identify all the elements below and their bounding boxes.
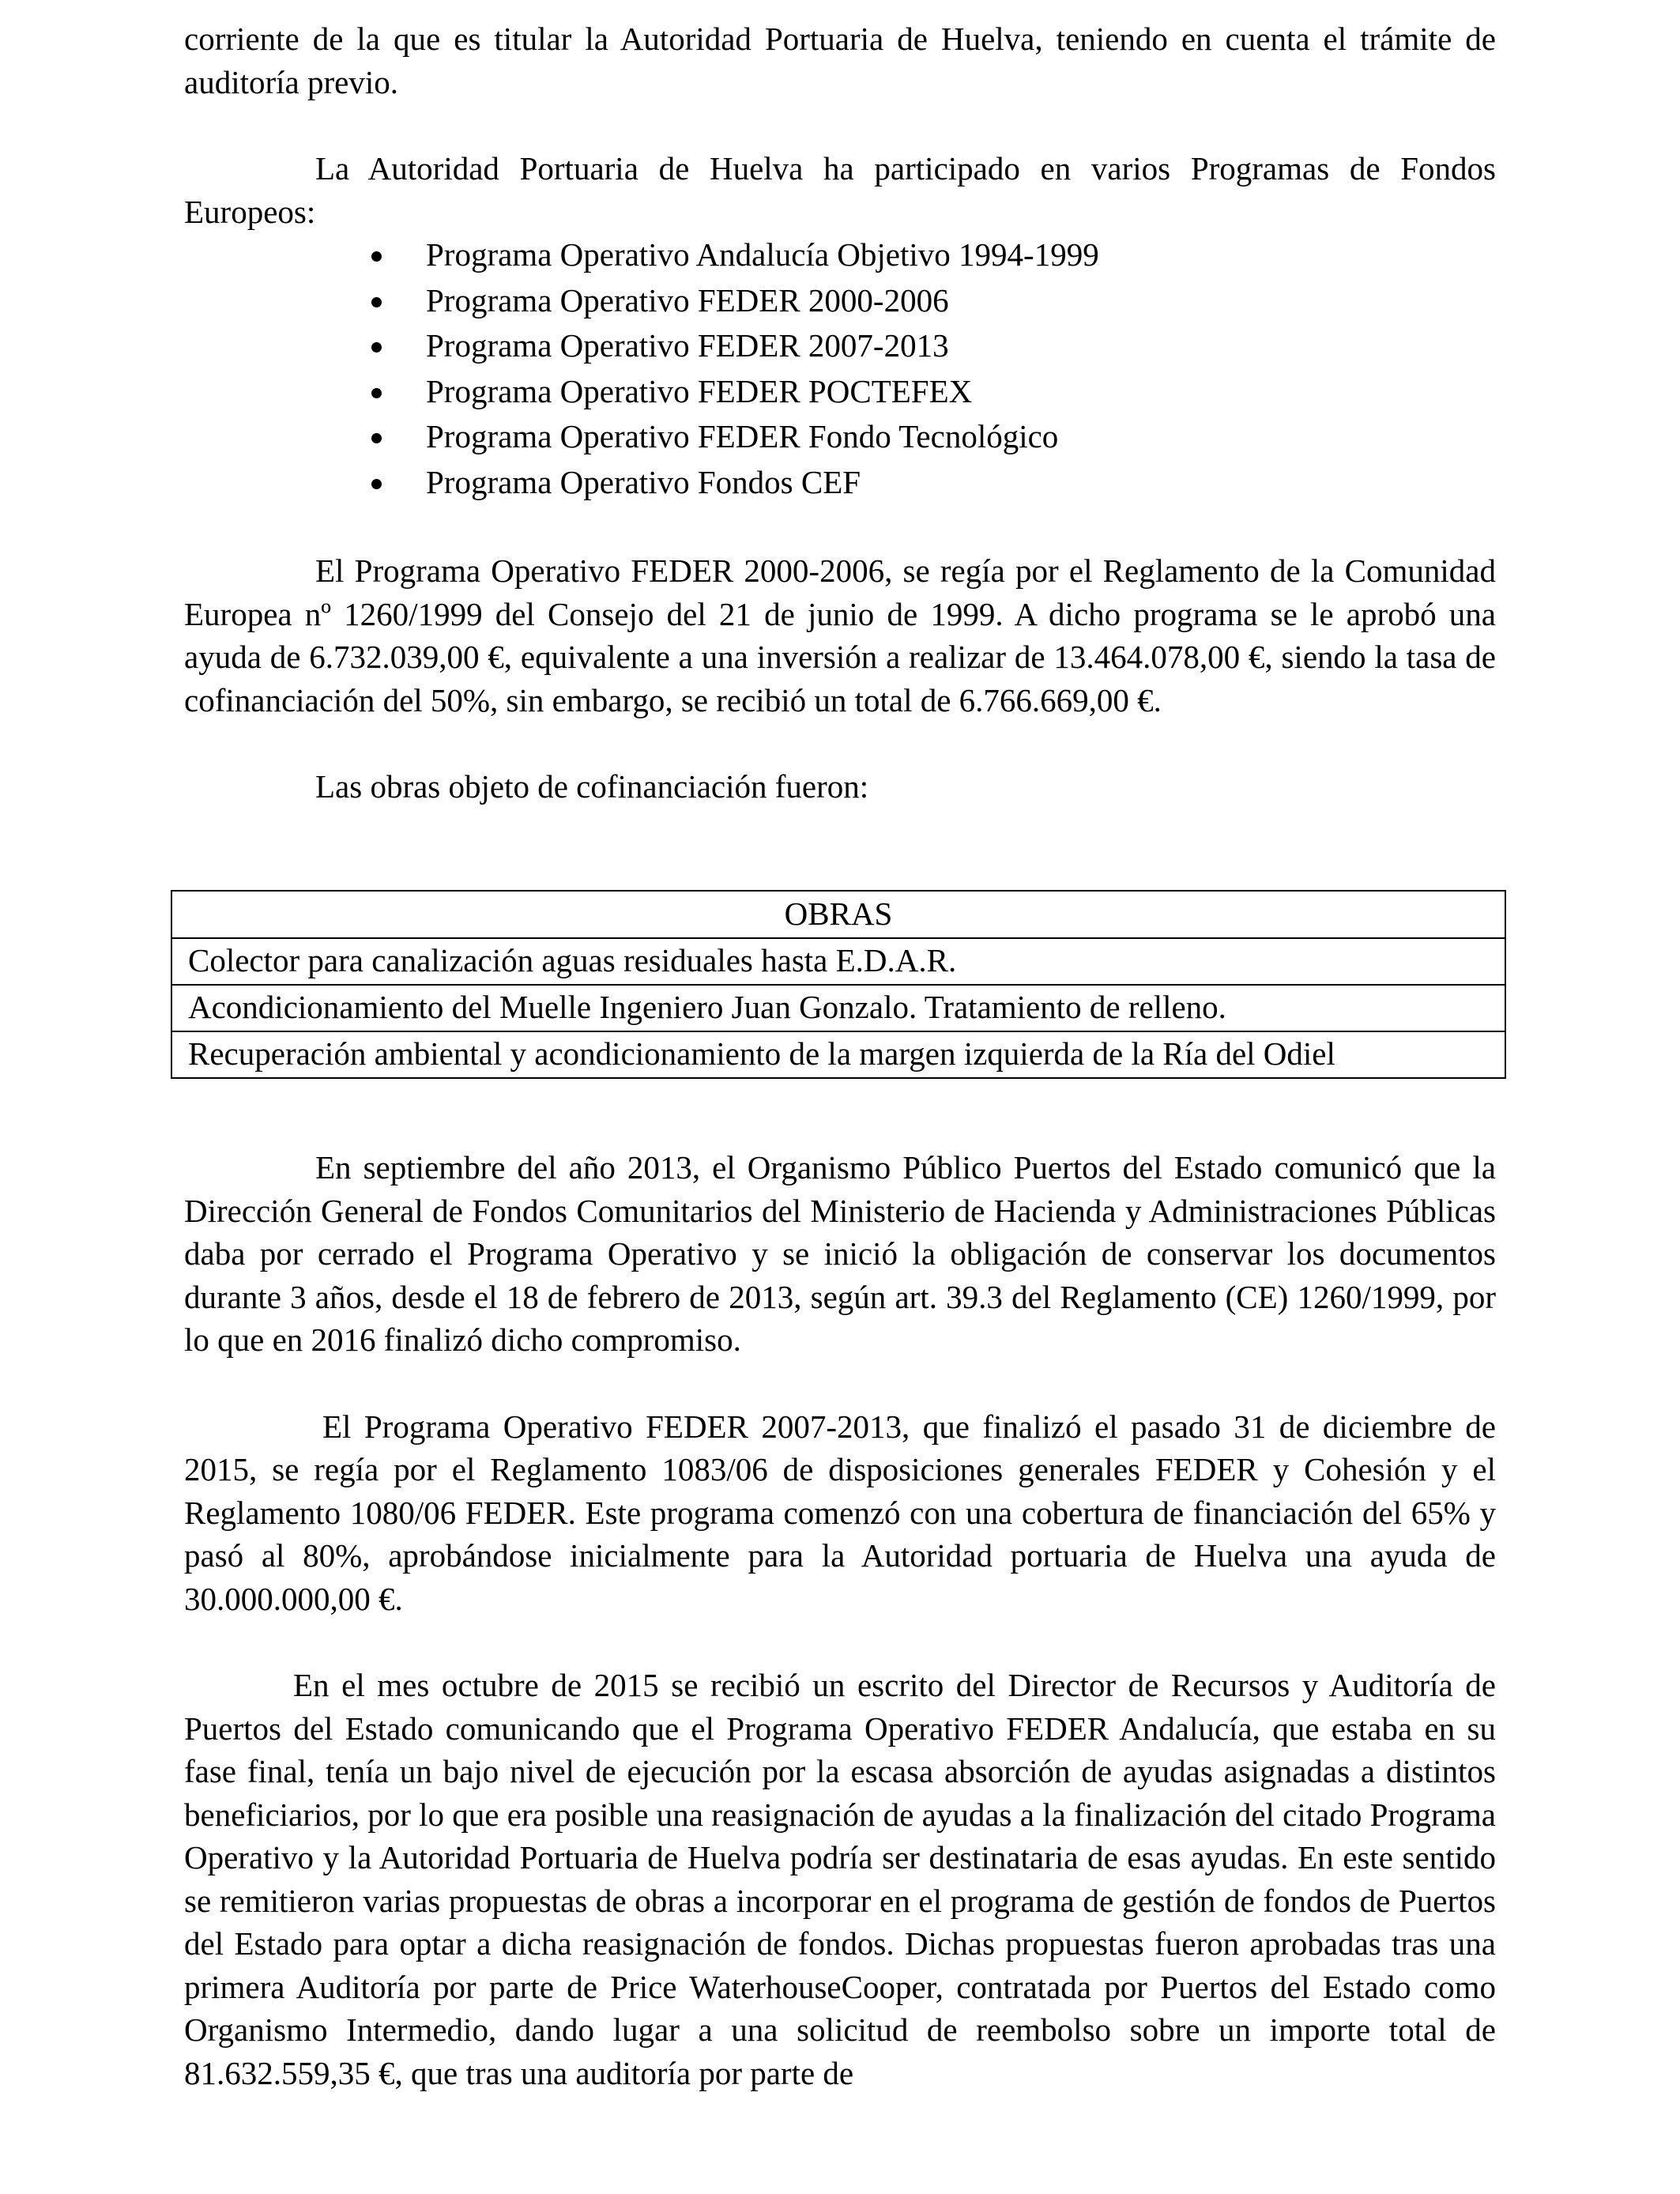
closure-paragraph: En septiembre del año 2013, el Organismo Público Puertos del Estado comunicó que la Dirección General de Fondos Comunitarios del Ministerio de Hacienda y Administraciones Públicas daba por cerrado el Programa Operativo y se inició la obligación de conservar los documentos durante 3 años, desde el 18 de febrero de 2013, según art. 39.3 del Reglamento (CE) 1260/1999, por lo que en 2016 finalizó dicho compromiso. <box>184 1149 1496 1358</box>
programs-list <box>184 233 1496 506</box>
bullet-icon <box>371 342 382 352</box>
feder-2000-paragraph: El Programa Operativo FEDER 2000-2006, se regía por el Reglamento de la Comunidad Europea nº 1260/1999 del Consejo del 21 de junio de 1999. A dicho programa se le aprobó una ayuda de 6.732.039,00 €, equivalente a una inversión a realizar de 13.464.078,00 €, siendo la tasa de cofinanciación del 50%, sin embargo, se recibió un total de 6.766.669,00 €. <box>184 552 1496 718</box>
list-item <box>426 233 1496 279</box>
works-table-header: OBRAS <box>171 891 1505 938</box>
reassignment-paragraph: En el mes octubre de 2015 se recibió un escrito del Director de Recursos y Auditoría de Puertos del Estado comunicando que el Programa Operativo FEDER Andalucía, que estaba en su fase final, tenía un bajo nivel de ejecución por la escasa absorción de ayudas asignadas a distintos beneficiarios, por lo que era posible una reasignación de ayudas a la finalización del citado Programa Operativo y la Autoridad Portuaria de Huelva podría ser destinataria de esas ayudas. En este sentido se remitieron varias propuestas de obras a incorporar en el programa de gestión de fondos de Puertos del Estado para optar a dicha reasignación de fondos. Dichas propuestas fueron aprobadas tras una primera Auditoría por parte de Price WaterhouseCooper, contratada por Puertos del Estado como Organismo Intermedio, dando lugar a una solicitud de reembolso sobre un importe total de 81.632.559,35 €, que tras una auditoría por parte de <box>184 1667 1496 2091</box>
list-item <box>426 324 1496 370</box>
bullet-icon <box>371 433 382 443</box>
table-cell: Colector para canalización aguas residuales hasta E.D.A.R. <box>171 938 1505 985</box>
bullet-icon <box>371 251 382 262</box>
table-row <box>171 985 1505 1031</box>
list-item <box>426 461 1496 507</box>
program-label: Programa Operativo Andalucía Objetivo 1994-1999 <box>426 236 1099 273</box>
list-item <box>426 279 1496 325</box>
program-label: Programa Operativo Fondos CEF <box>426 463 861 500</box>
bullet-icon <box>371 297 382 307</box>
table-cell: Acondicionamiento del Muelle Ingeniero Juan Gonzalo. Tratamiento de relleno. <box>171 985 1505 1031</box>
list-item <box>426 370 1496 416</box>
works-table <box>171 890 1506 1079</box>
document-page <box>184 17 1496 809</box>
programs-intro: La Autoridad Portuaria de Huelva ha participado en varios Programas de Fondos Europeos: <box>184 150 1496 230</box>
program-label: Programa Operativo FEDER 2007-2013 <box>426 327 949 364</box>
table-cell: Recuperación ambiental y acondicionamiento de la margen izquierda de la Ría del Odiel <box>171 1031 1505 1078</box>
program-label: Programa Operativo FEDER Fondo Tecnológico <box>426 418 1059 454</box>
list-item <box>426 415 1496 461</box>
program-label: Programa Operativo FEDER 2000-2006 <box>426 281 949 319</box>
bullet-icon <box>371 388 382 398</box>
bullet-icon <box>371 479 382 489</box>
table-row <box>171 1031 1505 1078</box>
table-row <box>171 938 1505 985</box>
feder-2007-paragraph: El Programa Operativo FEDER 2007-2013, que finalizó el pasado 31 de diciembre de 2015, se regía por el Reglamento 1083/06 de disposiciones generales FEDER y Cohesión y el Reglamento 1080/06 FEDER. Este programa comenzó con una cobertura de financiación del 65% y pasó al 80%, aprobándose inicialmente para la Autoridad portuaria de Huelva una ayuda de 30.000.000,00 €. <box>184 1408 1496 1617</box>
intro-continuation: corriente de la que es titular la Autoridad Portuaria de Huelva, teniendo en cuenta el trámite de auditoría previo. <box>184 21 1496 100</box>
table-header-row <box>171 891 1505 938</box>
program-label: Programa Operativo FEDER POCTEFEX <box>426 372 973 409</box>
document-continuation <box>184 1146 1496 2094</box>
works-intro: Las obras objeto de cofinanciación fueron: <box>315 768 869 805</box>
